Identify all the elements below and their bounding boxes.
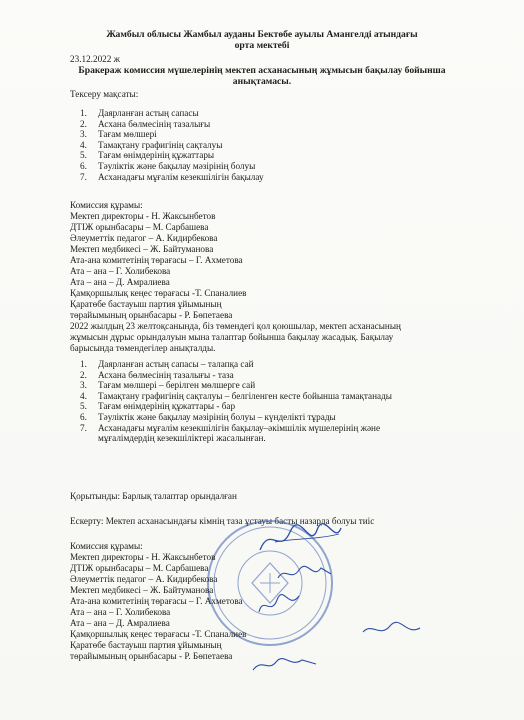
signature-parent	[255, 590, 303, 618]
commission1-member: төрайымының орынбасары - Р. Бөпетаева	[70, 310, 233, 320]
commission1-member: Қаратөбе бастауыш партия ұйымының	[70, 299, 222, 309]
purpose-heading: Тексеру мақсаты:	[70, 89, 139, 99]
commission1-member: Ата – ана – Д. Амралиева	[70, 277, 170, 287]
commission2-member: ДТІЖ орынбасары – М. Сарбашева	[70, 563, 209, 573]
commission2-heading: Комиссия құрамы:	[70, 541, 143, 551]
findings-paragraph-line: жұмысын дұрыс орындалуын мына талаптар бойынша бақылау жасадық. Бақылау	[70, 332, 394, 342]
commission1-member: Ата-ана комитетінің төрағасы – Г. Ахметова	[70, 255, 243, 265]
list-item: 4. Тамақтану графигінің сақталуы	[80, 139, 223, 150]
list-item: 2. Асхана бөлмесінің тазалығы	[80, 118, 211, 129]
findings-paragraph-line: барысында төмендегілер анықталды.	[70, 343, 216, 353]
purpose-list	[80, 108, 264, 182]
commission1-member: Мектеп медбикесі – Ж. Байтуманова	[70, 244, 214, 254]
list-item-continuation: мұғалімдердің кезекшіліктері жасалынған.	[98, 433, 266, 444]
signature-social-pedagogue	[275, 562, 335, 584]
note-text: Ескерту: Мектеп асханасындағы кімнің таза ұстауы басты назарда болуы тиіс	[70, 516, 375, 526]
list-item: 1. Даярланған астың сапасы – талапқа сай	[80, 359, 254, 369]
document-date: 23.12.2022 ж	[70, 54, 120, 64]
list-item: 4. Тамақтану графигінің сақталуы – белгіленген кесте бойынша тамақтанады	[80, 390, 392, 401]
commission2-member: Ата – ана – Д. Амралиева	[70, 618, 170, 628]
commission2-member: Ата-ана комитетінің төрағасы – Г. Ахметова	[70, 596, 243, 606]
document-title-line1: Бракераж комиссия мүшелерінің мектеп асханасының жұмысын бақылау бойынша	[78, 65, 446, 76]
commission2-member: Қамқоршылық кеңес төрағасы -Т. Спаналиев	[70, 629, 247, 639]
list-item: 1. Даярланған астың сапасы	[80, 108, 199, 118]
list-item: 5. Тағам өнімдерінің құжаттары	[80, 150, 215, 161]
commission1-member: ДТІЖ орынбасары – М. Сарбашева	[70, 222, 209, 232]
list-item: 7. Асханадағы мұғалім кезекшілігін бақылау–әкімшілік мүшелерінің және	[80, 422, 381, 433]
commission2-member: Қаратөбе бастауыш партия ұйымының	[70, 640, 222, 650]
commission2-member: Мектеп медбикесі – Ж. Байтуманова	[70, 585, 214, 595]
list-item: 7. Асханадағы мұғалім кезекшілігін бақылау	[80, 171, 264, 182]
list-item: 6. Тәуліктік және бақылау мәзірінің болуы – күнделікті тұрады	[80, 411, 336, 422]
commission2-member: Әлеуметтік педагог – А. Кидирбекова	[70, 574, 218, 584]
commission2-member: Ата – ана – Г. Холибекова	[70, 607, 171, 617]
school-header-line1: Жамбыл облысы Жамбыл ауданы Бектөбе ауылы Амангелді атындағы	[106, 29, 418, 40]
commission1-member: Мектеп директоры - Н. Жаксынбетов	[70, 211, 216, 221]
commission1-heading: Комиссия құрамы:	[70, 200, 143, 210]
commission1-member: Ата – ана – Г. Холибекова	[70, 266, 171, 276]
conclusion-text: Қорытынды: Барлық талаптар орындалған	[70, 491, 237, 501]
commission1-member: Әлеуметтік педагог – А. Кидирбекова	[70, 233, 218, 243]
commission2-member: Мектеп директоры - Н. Жаксынбетов	[70, 552, 216, 562]
list-item: 3. Тағам мөлшері – берілген мөлшерге сай	[80, 380, 256, 391]
results-list	[80, 359, 392, 444]
list-item: 2. Асхана бөлмесінің тазалығы - таза	[80, 369, 234, 380]
commission1-member: Қамқоршылық кеңес төрағасы -Т. Спаналиев	[70, 288, 247, 298]
list-item: 5. Тағам өнімдерінің құжаттары - бар	[80, 401, 236, 412]
findings-paragraph-line: 2022 жылдың 23 желтоқсанында, біз төмендегі қол қоюшылар, мектеп асханасының	[70, 321, 401, 331]
commission2-member: төрайымының орынбасары - Р. Бөпетаева	[70, 651, 233, 661]
document-title-line2: анықтамасы.	[232, 76, 292, 87]
list-item: 6. Тәуліктік және бақылау мәзірінің болуы	[80, 160, 256, 171]
signature-party-deputy	[250, 652, 320, 676]
signature-council-chair	[360, 618, 424, 640]
school-header-line2: орта мектебі	[234, 40, 290, 51]
signature-director	[255, 520, 345, 560]
list-item: 3. Тағам мөлшері	[80, 129, 157, 140]
